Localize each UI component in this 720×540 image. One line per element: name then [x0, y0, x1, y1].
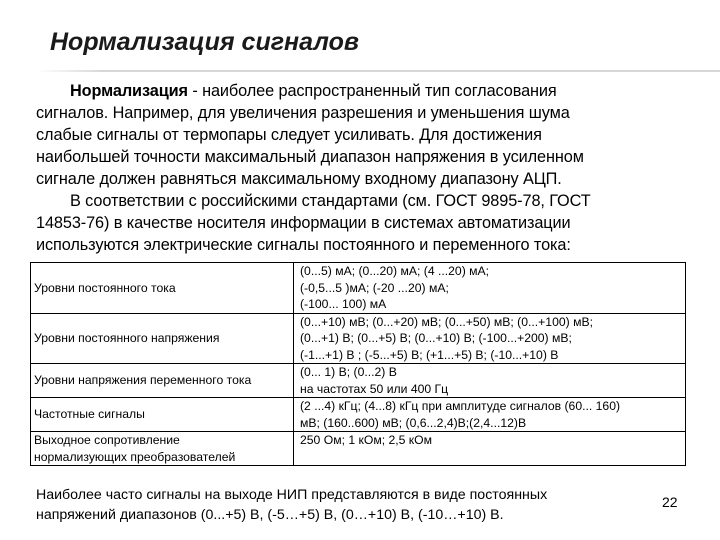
signal-type-label: Частотные сигналы: [34, 407, 145, 422]
signal-type-label: Уровни постоянного напряжения: [34, 331, 220, 345]
signal-levels-table-body: [31, 263, 686, 466]
slide-title: Нормализация сигналов: [50, 28, 359, 56]
intro-paragraph: [36, 80, 686, 256]
footer-text: [36, 485, 547, 525]
intro-line-4: наибольшей точности максимальный диапазон напряжения в усиленном: [36, 148, 584, 166]
signal-range-line: (0... 1) В; (0...2) В: [300, 365, 397, 379]
intro-line-8: используются электрические сигналы постоянного и переменного тока:: [36, 236, 571, 254]
table-row: [31, 263, 686, 314]
table-row: [31, 398, 686, 432]
signal-range-line: (-1...+1) В ; (-5...+5) В; (+1...+5) В; (-10...+10) В: [300, 347, 559, 362]
title-underline: [36, 70, 720, 72]
signal-type-cell: [31, 313, 294, 364]
signal-type-label: Выходное сопротивление: [34, 433, 180, 447]
signal-range-cell: [294, 364, 686, 398]
table-row: [31, 364, 686, 398]
signal-type-cell: [31, 263, 294, 314]
signal-range-line: (-100... 100) мА: [300, 297, 387, 311]
page-number: 22: [662, 494, 678, 510]
signal-type-cell: [31, 398, 294, 432]
signal-range-line: 250 Ом; 1 кОм; 2,5 кОм: [300, 433, 432, 447]
signal-type-cell: [31, 432, 294, 466]
intro-term: Нормализация: [70, 82, 188, 100]
signal-range-line: на частотах 50 или 400 Гц: [300, 381, 449, 396]
intro-line-6: В соответствии с российскими стандартами (см. ГОСТ 9895-78, ГОСТ: [70, 192, 591, 210]
signal-range-cell: [294, 263, 686, 314]
signal-range-line: (-0,5...5 )мА; (-20 ...20) мА;: [300, 280, 449, 295]
signal-range-cell: [294, 432, 686, 466]
signal-range-line: мВ; (160..600) мВ; (0,6...2,4)В;(2,4...12)В: [300, 415, 527, 430]
intro-line-1-rest: - наиболее распространенный тип согласования: [187, 82, 557, 100]
signal-range-cell: [294, 313, 686, 364]
signal-range-line: (2 ...4) кГц; (4...8) кГц при амплитуде сигналов (60... 160): [300, 399, 621, 413]
table-row: [31, 313, 686, 364]
intro-line-3: слабые сигналы от термопары следует усиливать. Для достижения: [36, 126, 542, 144]
footer-line-2: напряжений диапазонов (0...+5) В, (-5…+5) В, (0…+10) В, (-10…+10) В.: [36, 507, 504, 523]
table-row: [31, 432, 686, 466]
signal-range-line: (0...+1) В; (0...+5) В; (0...+10) В; (-100...+200) мВ;: [300, 331, 572, 345]
signal-levels-table: [30, 262, 686, 466]
signal-type-label: Уровни напряжения переменного тока: [34, 373, 252, 388]
signal-type-label: нормализующих преобразователей: [34, 449, 236, 464]
intro-line-7: 14853-76) в качестве носителя информации в системах автоматизации: [36, 214, 571, 232]
signal-type-cell: [31, 364, 294, 398]
intro-line-5: сигнале должен равняться максимальному входному диапазону АЦП.: [36, 170, 562, 188]
intro-line-1: [36, 80, 686, 102]
signal-range-cell: [294, 398, 686, 432]
signal-range-line: (0...+10) мВ; (0...+20) мВ; (0...+50) мВ; (0...+100) мВ;: [300, 314, 593, 329]
footer-line-1: Наиболее часто сигналы на выходе НИП представляются в виде постоянных: [36, 487, 548, 503]
signal-type-label: Уровни постоянного тока: [34, 280, 176, 295]
signal-range-line: (0...5) мА; (0...20) мА; (4 ...20) мА;: [300, 264, 490, 278]
intro-line-2: сигналов. Например, для увеличения разрешения и уменьшения шума: [36, 104, 570, 122]
